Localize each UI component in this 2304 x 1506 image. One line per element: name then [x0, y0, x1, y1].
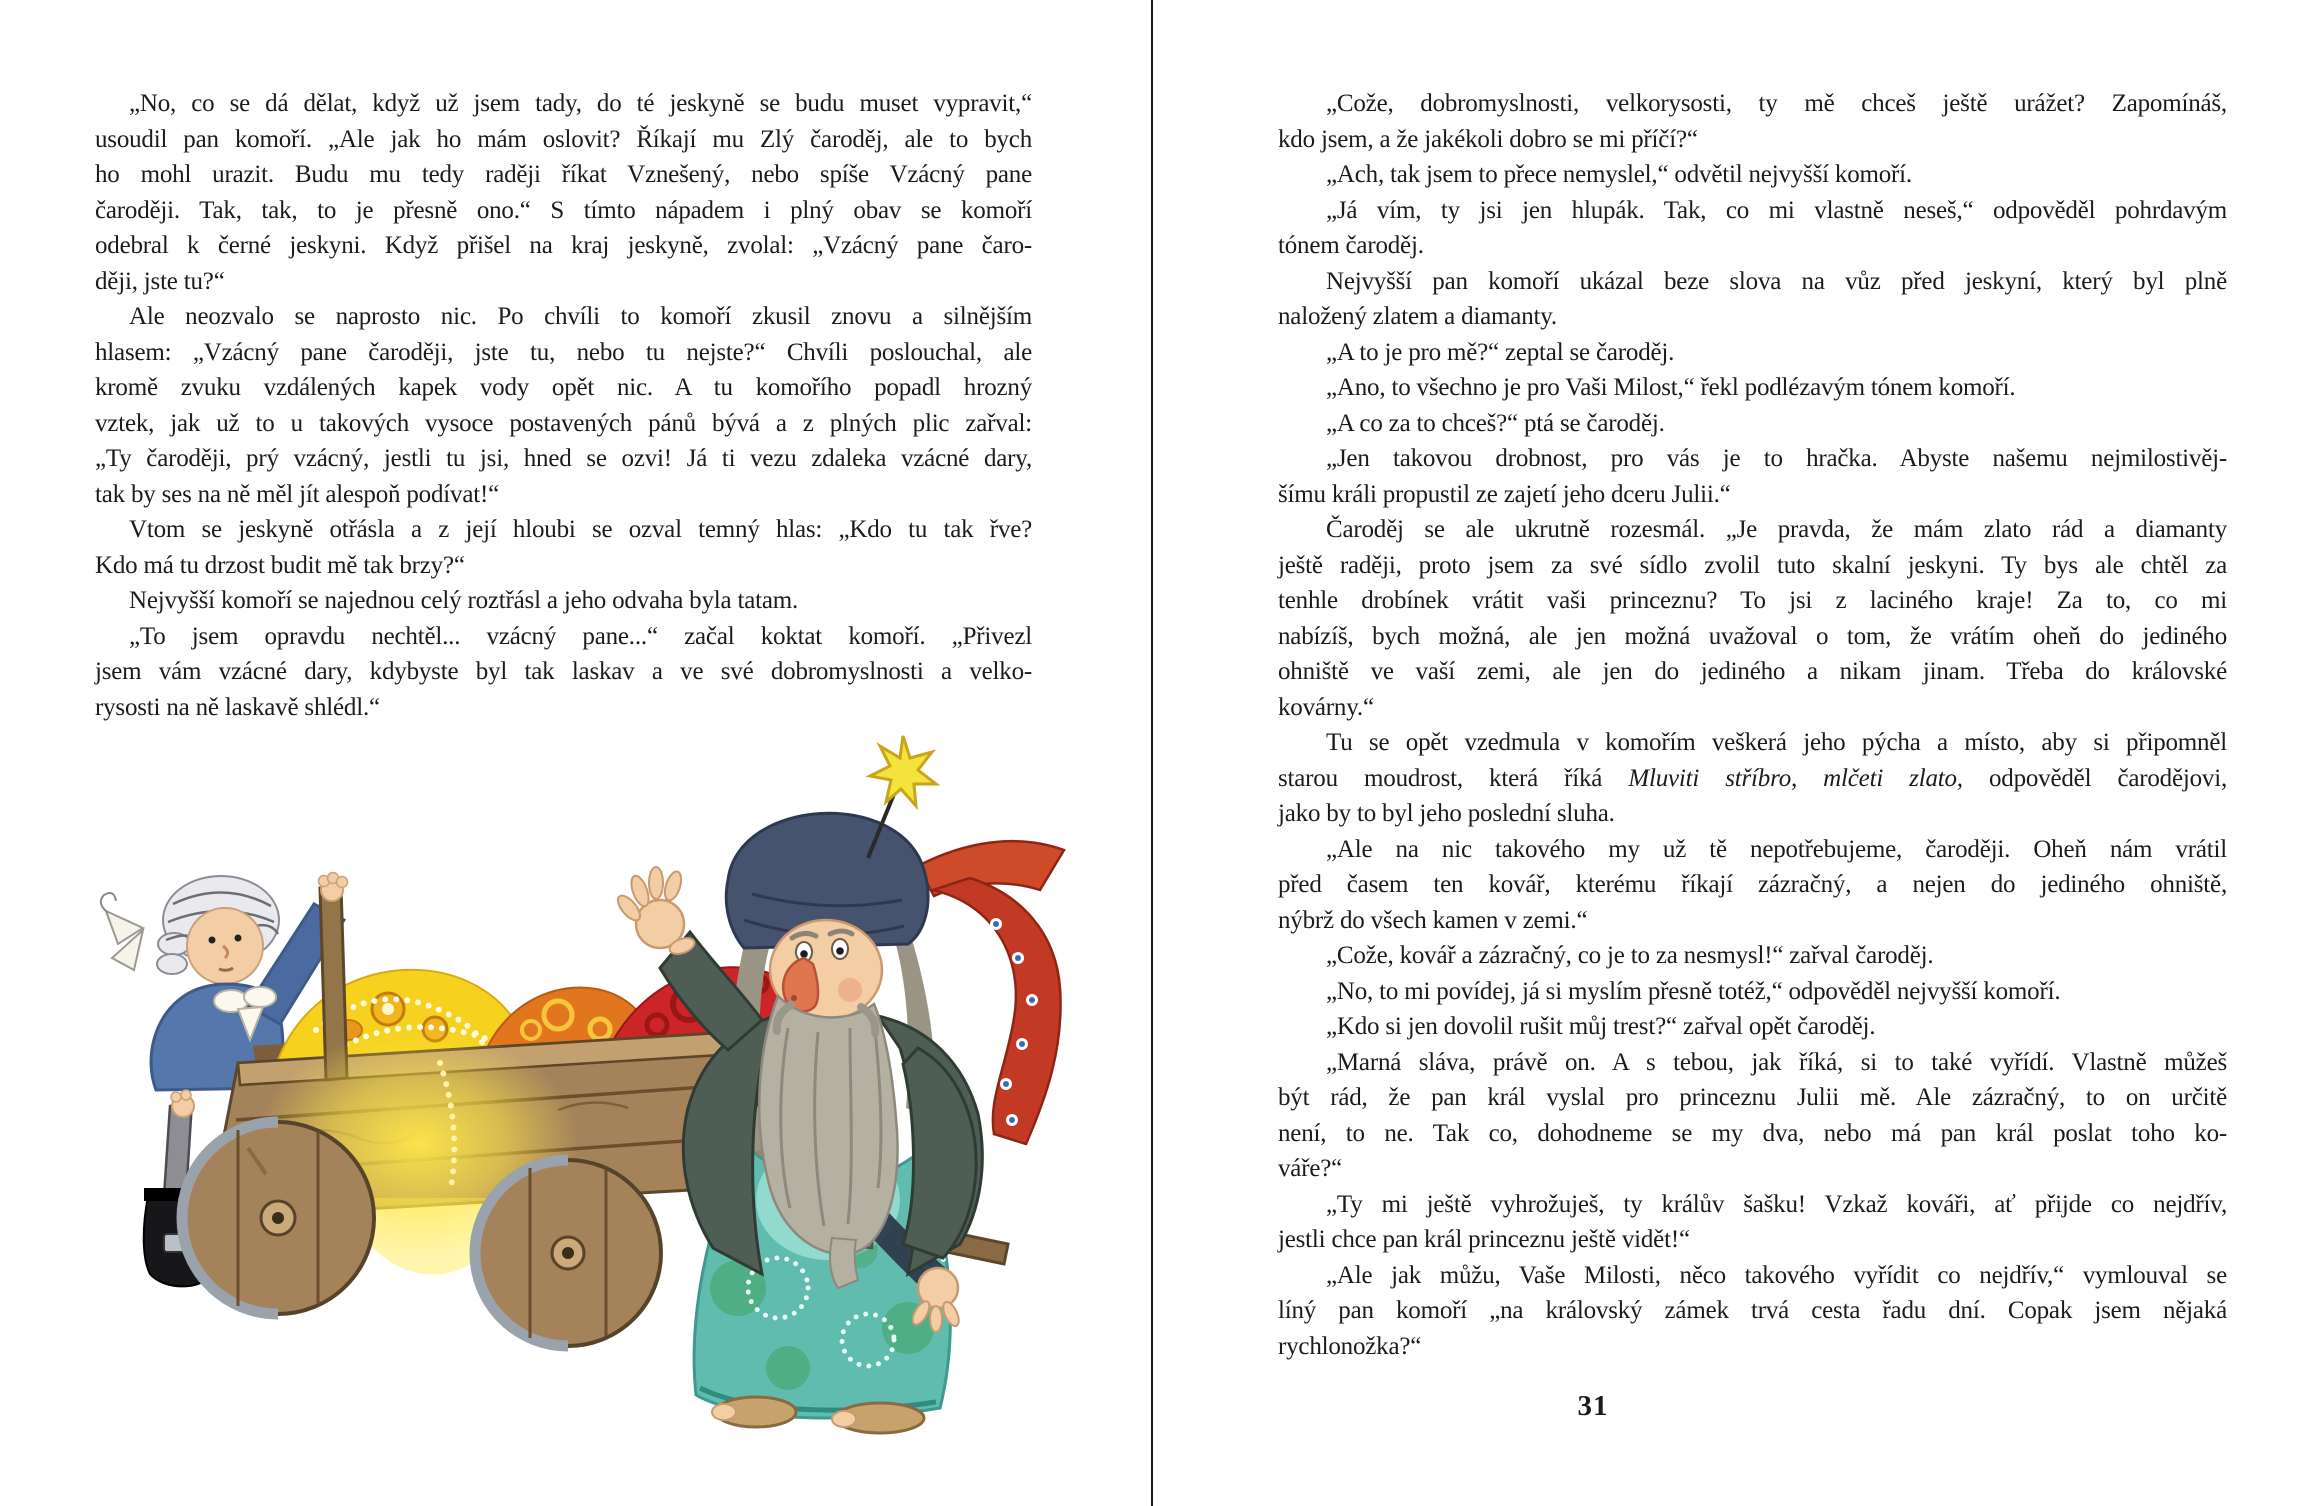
text-line: líný pan komoří „na královský zámek trvá cesta řadu dní. Copak jsem nějaká	[1278, 1297, 2227, 1324]
text-line: nýbrž do všech kamen v zemi.“	[1278, 906, 1588, 934]
paragraph	[95, 86, 1032, 299]
text-line: „A co za to chceš?“ ptá se čaroděj.	[1326, 409, 1665, 437]
bow-ribbon	[106, 911, 143, 970]
left-page-text	[95, 86, 1032, 725]
text-line: váře?“	[1278, 1155, 1343, 1182]
text-line: čaroději. Tak, tak, to je přesně ono.“ S tímto nápadem i plný obav se komoří	[95, 196, 1032, 224]
paragraph	[1278, 1045, 2227, 1187]
text-line: rysosti na ně laskavě shlédl.“	[95, 693, 380, 721]
text-line: Nejvyšší komoří se najednou celý roztřásl a jeho odvaha byla tatam.	[129, 587, 799, 614]
text-line: Čaroděj se ale ukrutně rozesmál. „Je pravda, že mám zlato rád a diamanty	[1326, 516, 2227, 543]
text-line: „Cože, dobromyslnosti, velkorysosti, ty mě chceš ještě urážet? Zapomínáš,	[1326, 90, 2227, 117]
paragraph	[95, 512, 1032, 583]
text-line: být rád, že pan král vyslal pro princeznu Julii mě. Ale zázračný, to on určitě	[1278, 1084, 2227, 1111]
paragraph	[1278, 974, 2227, 1010]
page-number: 31	[1577, 1390, 1609, 1422]
text-line: „No, co se dá dělat, když už jsem tady, do té jeskyně se budu muset vypravit,“	[129, 90, 1032, 117]
text-line: jestli chce pan král princeznu ještě vidět!“	[1278, 1226, 1690, 1253]
text-line: Nejvyšší pan komoří ukázal beze slova na vůz před jeskyní, který byl plně	[1326, 267, 2227, 295]
star-icon	[870, 736, 936, 806]
text-line: „No, to mi povídej, já si myslím přesně totéž,“ odpověděl nejvyšší komoří.	[1326, 977, 2061, 1005]
right-page-text	[1278, 86, 2227, 1364]
text-line: naložený zlatem a diamanty.	[1278, 303, 1557, 330]
text-line: ději, jste tu?“	[95, 267, 225, 295]
text-line: tenhle drobínek vrátit vaši princeznu? To jsi z laciného kraje! Za to, co mi	[1278, 587, 2227, 614]
text-line: „Ale na nic takového my už tě nepotřebujeme, čaroději. Oheň nám vrátil	[1326, 835, 2227, 863]
paragraph	[95, 619, 1032, 726]
paragraph	[1278, 264, 2227, 335]
wizard-open-palm	[614, 867, 697, 957]
text-line: ohniště ve vaší zemi, ale jen do jediného a nikam jinam. Třeba do královské	[1278, 658, 2227, 685]
text-line: před časem ten kovář, kterému říkají zázračný, a nejen do jediného ohniště,	[1278, 871, 2227, 898]
cart-wheel-center	[475, 1160, 661, 1346]
text-line: „To jsem opravdu nechtěl... vzácný pane...“ začal koktat komoří. „Přivezl	[129, 622, 1032, 650]
paragraph	[1278, 938, 2227, 974]
left-page	[0, 0, 1151, 1506]
text-line: tónem čaroděj.	[1278, 232, 1424, 259]
paragraph	[1278, 193, 2227, 264]
text-line: „Cože, kovář a zázračný, co je to za nesmysl!“ zařval čaroděj.	[1326, 942, 1934, 969]
text-line: „Ty čaroději, prý vzácný, jestli tu jsi, hned se ozvi! Já ti vezu zdaleka vzácné dary,	[95, 445, 1032, 472]
text-line: Tu se opět vzedmula v komořím veškerá jeho pýcha a místo, aby si připomněl	[1326, 729, 2227, 756]
paragraph	[1278, 335, 2227, 371]
paragraph	[1278, 1258, 2227, 1365]
paragraph	[1278, 86, 2227, 157]
paragraph	[1278, 1187, 2227, 1258]
text-line: „Ty mi ještě vyhrožuješ, ty králův šašku! Vzkaž kováři, ať přijde co nejdřív,	[1326, 1190, 2227, 1218]
text-line: není, to ne. Tak co, dohodneme se my dva, nebo má pan král poslat toho ko-	[1278, 1119, 2227, 1147]
paragraph	[1278, 370, 2227, 406]
cart-wheel-left	[182, 1122, 374, 1314]
paragraph	[1278, 157, 2227, 193]
text-line: „Já vím, ty jsi jen hlupák. Tak, co mi vlastně neseš,“ odpověděl pohrdavým	[1326, 196, 2227, 224]
text-line: starou moudrost, která říká Mluviti stříbro, mlčeti zlato, odpověděl čarodějovi,	[1278, 764, 2227, 792]
text-line: Ale neozvalo se naprosto nic. Po chvíli to komoří zkusil znovu a silnějším	[129, 303, 1032, 330]
text-line: Vtom se jeskyně otřásla a z její hloubi se ozval temný hlas: „Kdo tu tak řve?	[129, 516, 1032, 543]
text-line: nabízíš, bych možná, ale jen možná uvažoval o tom, že vrátím oheň do jediného	[1278, 622, 2227, 650]
text-line: „Ano, to všechno je pro Vaši Milost,“ řekl podlézavým tónem komoří.	[1326, 374, 2016, 401]
text-line: „Ach, tak jsem to přece nemyslel,“ odvětil nejvyšší komoří.	[1326, 161, 1912, 188]
text-line: jako by to byl jeho poslední sluha.	[1278, 800, 1615, 827]
right-page	[1153, 0, 2304, 1506]
text-line: odebral k černé jeskyni. Když přišel na kraj jeskyně, zvolal: „Vzácný pane čaro-	[95, 232, 1032, 259]
text-line: ještě raději, proto jsem za své sídlo zvolil tuto skalní jeskyni. Ty bys ale chtěl za	[1278, 551, 2227, 579]
text-line: „A to je pro mě?“ zeptal se čaroděj.	[1326, 338, 1675, 366]
text-line: ho mohl urazit. Budu mu tedy raději říkat Vznešený, nebo spíše Vzácný pane	[95, 161, 1032, 188]
paragraph	[1278, 725, 2227, 832]
paragraph	[95, 299, 1032, 512]
text-line: „Ale jak můžu, Vaše Milosti, něco takového vyřídit co nejdřív,“ vymlouval se	[1326, 1261, 2227, 1289]
text-line: kovárny.“	[1278, 693, 1374, 721]
paragraph	[95, 583, 1032, 619]
paragraph	[1278, 1009, 2227, 1045]
text-line: hlasem: „Vzácný pane čaroději, jste tu, nebo tu nejste?“ Chvíli poslouchal, ale	[95, 338, 1032, 366]
paragraph	[1278, 832, 2227, 939]
text-line: rychlonožka?“	[1278, 1332, 1422, 1360]
text-line: „Kdo si jen dovolil rušit můj trest?“ zařval opět čaroděj.	[1326, 1013, 1876, 1040]
text-line: Kdo má tu drzost budit mě tak brzy?“	[95, 551, 465, 579]
paragraph	[1278, 406, 2227, 442]
wizard-treasure-cart-illustration	[88, 728, 1088, 1435]
text-line: „Jen takovou drobnost, pro vás je to hračka. Abyste našemu nejmilostivěj-	[1326, 445, 2227, 472]
text-line: jsem vám vzácné dary, kdybyste byl tak laskav a ve své dobromyslnosti a velko-	[95, 658, 1032, 685]
text-line: tak by ses na ně měl jít alespoň podívat!“	[95, 480, 499, 508]
text-line: kromě zvuku vzdálených kapek vody opět nic. A tu komořího popadl hrozný	[95, 374, 1032, 401]
paragraph	[1278, 512, 2227, 725]
text-line: šímu králi propustil ze zajetí jeho dceru Julii.“	[1278, 480, 1731, 508]
paragraph	[1278, 441, 2227, 512]
text-line: usoudil pan komoří. „Ale jak ho mám oslovit? Říkají mu Zlý čaroděj, ale to bych	[95, 125, 1032, 153]
text-line: kdo jsem, a že jakékoli dobro se mi příčí?“	[1278, 125, 1698, 153]
text-line: „Marná sláva, právě on. A s tebou, jak říká, si to také vyřídí. Vlastně můžeš	[1326, 1048, 2227, 1076]
text-line: vztek, jak už to u takových vysoce postavených pánů bývá a z plných plic zařval:	[95, 409, 1032, 437]
